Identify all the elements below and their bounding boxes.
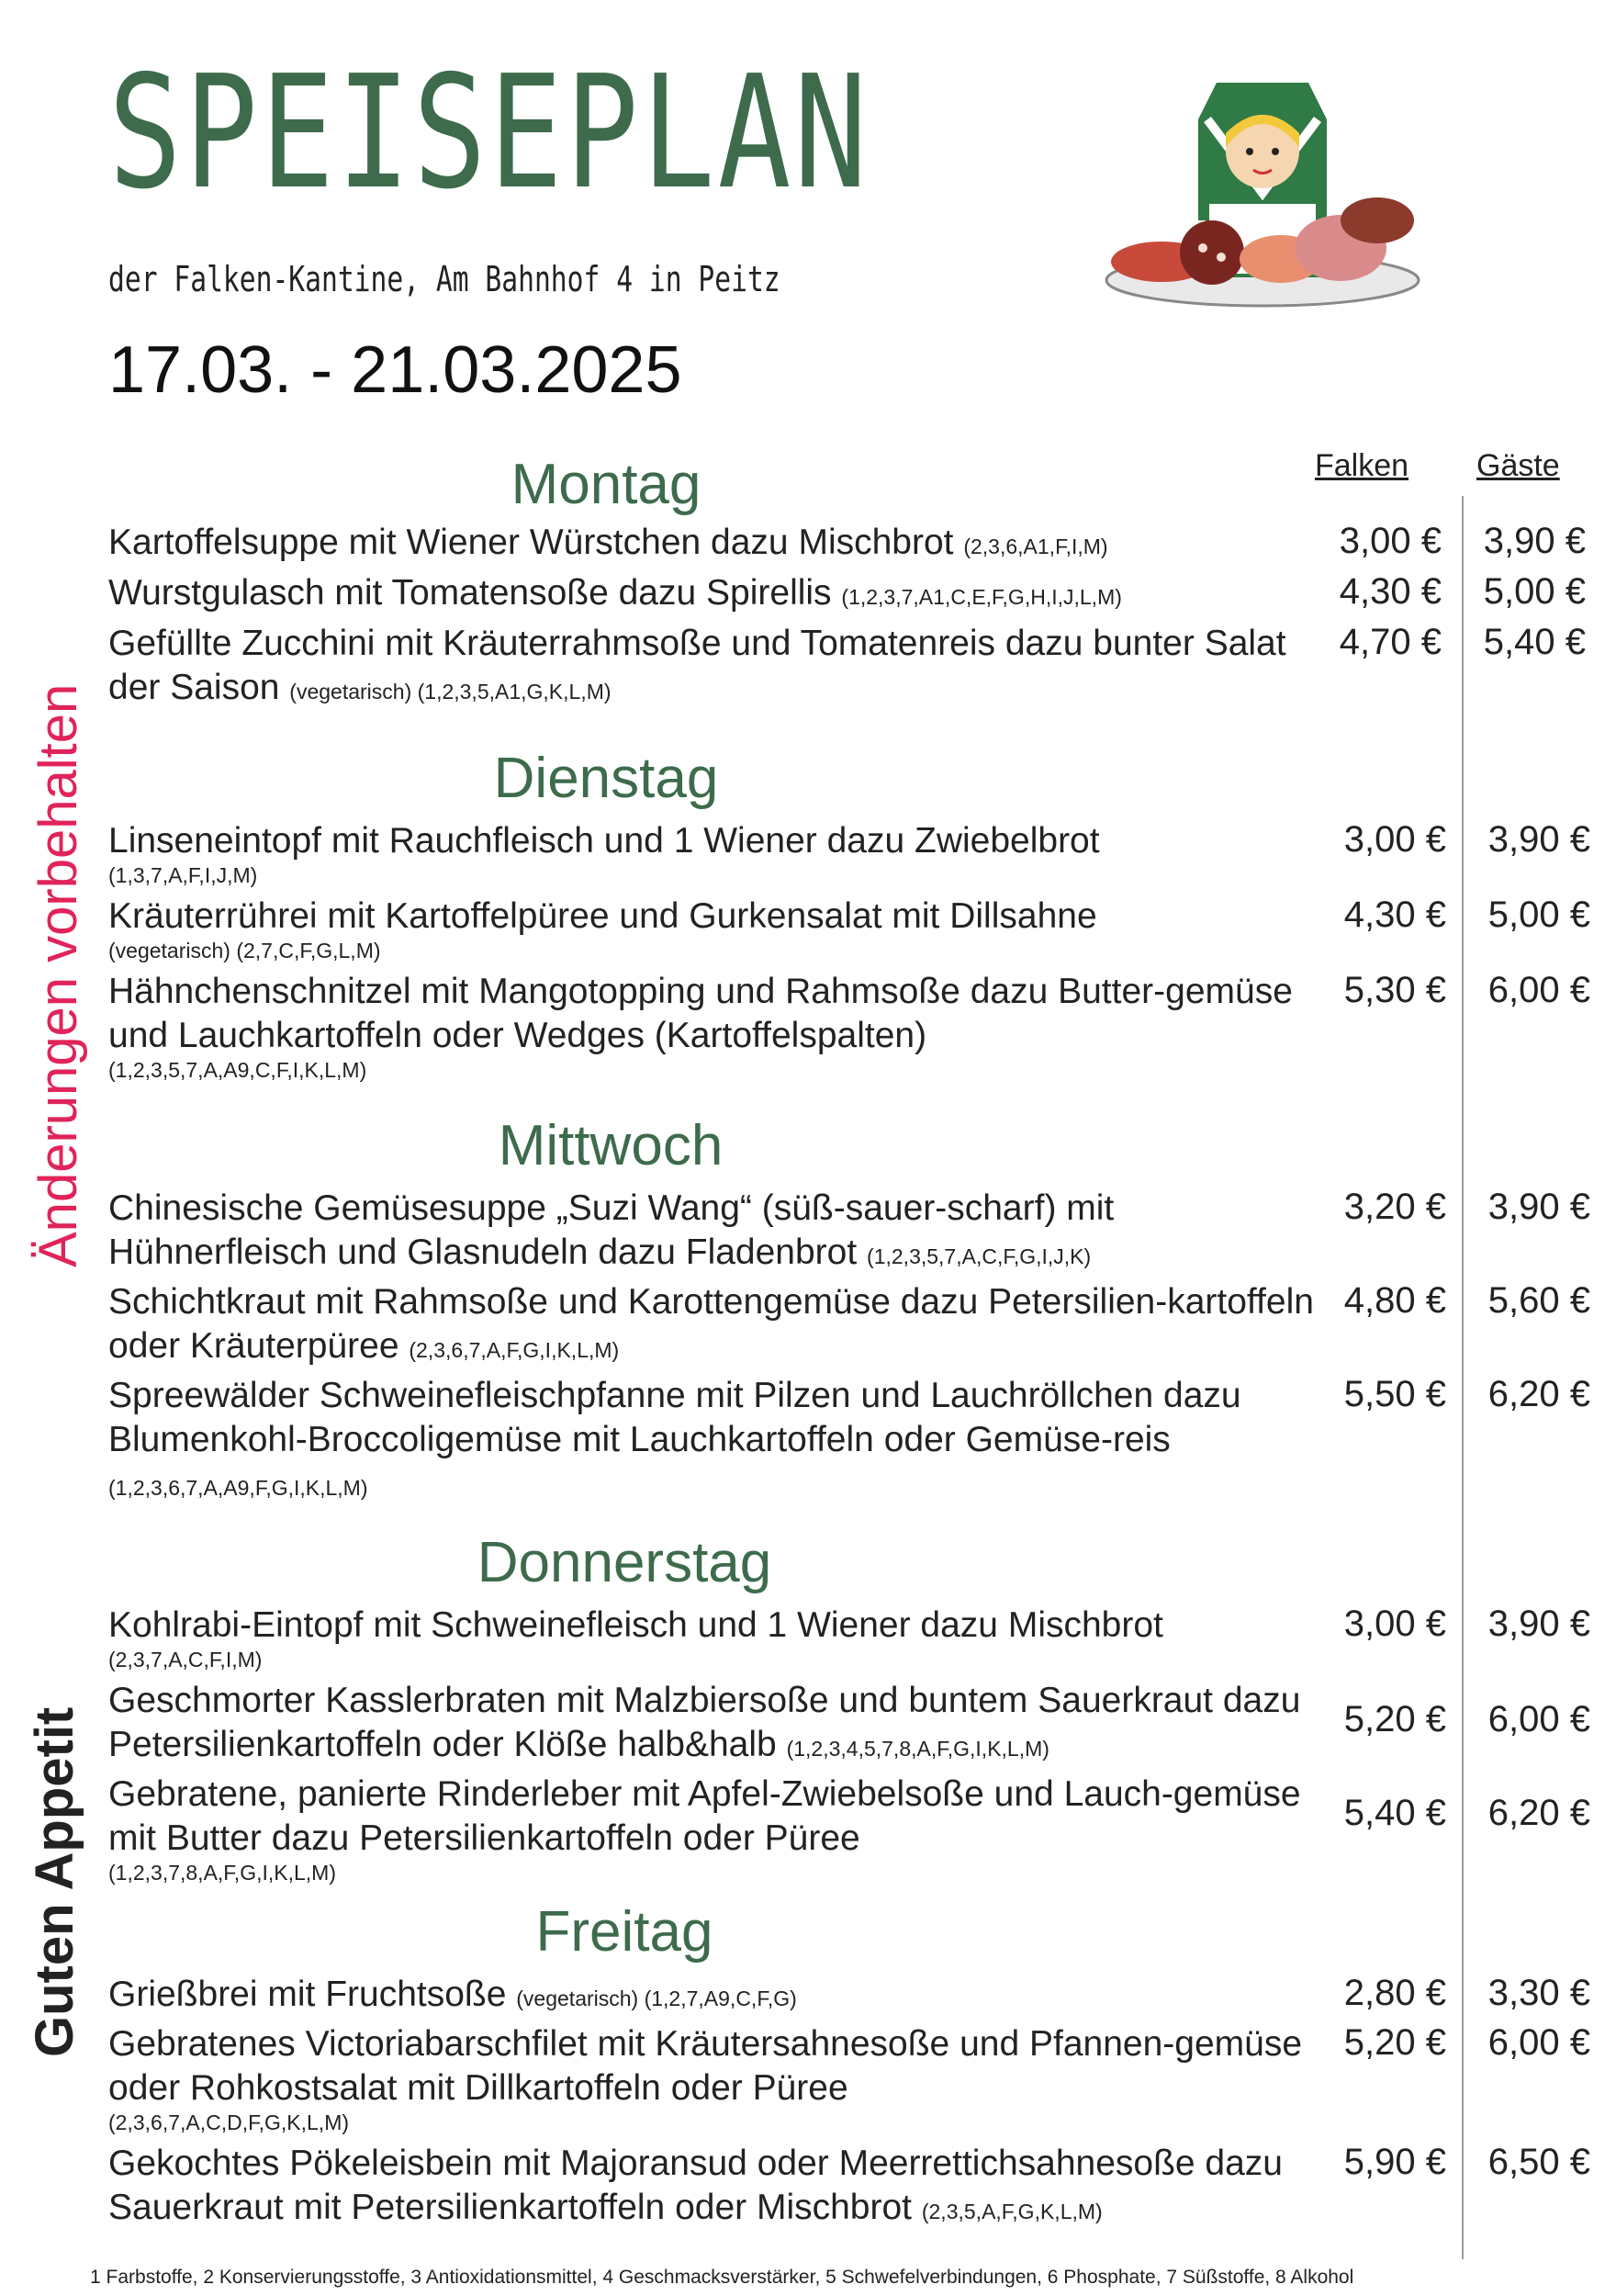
price-gaeste: 3,90 € <box>1487 1604 1590 1644</box>
day-heading-thursday: Donnerstag <box>477 1531 772 1594</box>
price-gaeste: 6,20 € <box>1487 1374 1590 1414</box>
dish-item <box>108 521 1325 568</box>
dish-allergens: (1,3,7,A,F,I,J,M) <box>108 863 258 887</box>
dish-text: Chinesische Gemüsesuppe „Suzi Wang“ (süß-sauer-scharf) mit Hühnerfleisch und Glasnudeln dazu Fladenbrot <box>108 1188 1115 1272</box>
dish-allergens: (2,3,6,A1,F,I,M) <box>963 535 1108 558</box>
dish-text: Linseneintopf mit Rauchfleisch und 1 Wiener dazu Zwiebelbrot <box>108 821 1100 861</box>
dish-allergens: (2,3,7,A,C,F,I,M) <box>108 1648 263 1671</box>
dish-text: Grießbrei mit Fruchtsoße <box>108 1975 507 2014</box>
price-falken: 5,20 € <box>1343 2022 1446 2063</box>
dish-text: Wurstgulasch mit Tomatensoße dazu Spirellis <box>108 573 832 613</box>
mascot-with-sausage-platter-icon <box>1097 83 1428 312</box>
price-gaeste: 3,90 € <box>1483 521 1586 561</box>
price-falken: 5,90 € <box>1343 2142 1446 2182</box>
price-gaeste: 6,00 € <box>1487 1699 1590 1739</box>
dish-item <box>108 895 1325 962</box>
date-range: 17.03. - 21.03.2025 <box>108 333 682 407</box>
price-gaeste: 6,20 € <box>1487 1793 1590 1833</box>
dish-allergens: (vegetarisch) (2,7,C,F,G,L,M) <box>108 939 381 962</box>
dish-text: Spreewälder Schweinefleischpfanne mit Pilzen und Lauchröllchen dazu Blumenkohl-Broccoligemüse mit Lauchkartoffeln oder Gemüse-reis <box>108 1376 1241 1459</box>
price-falken: 5,40 € <box>1343 1793 1446 1833</box>
dish-item <box>108 571 1325 619</box>
dish-text: Kohlrabi-Eintopf mit Schweinefleisch und 1 Wiener dazu Mischbrot <box>108 1605 1163 1645</box>
dish-text: Kartoffelsuppe mit Wiener Würstchen dazu Mischbrot <box>108 523 954 562</box>
dish-item <box>108 970 1325 1082</box>
dish-text: Gebratenes Victoriabarschfilet mit Kräutersahnesoße und Pfannen-gemüse oder Rohkostsalat mit Dillkartoffeln oder Püree <box>108 2024 1303 2108</box>
price-falken: 4,30 € <box>1343 895 1446 935</box>
dish-allergens: (vegetarisch) (1,2,7,A9,C,F,G) <box>516 1986 797 2010</box>
price-falken: 5,50 € <box>1343 1374 1446 1414</box>
dish-allergens: (1,2,3,5,7,A,C,F,G,I,J,K) <box>867 1244 1092 1268</box>
column-header-falken: Falken <box>1315 448 1409 483</box>
price-falken: 3,00 € <box>1339 521 1442 561</box>
dish-allergens: (2,3,6,7,A,F,G,I,K,L,M) <box>409 1338 620 1362</box>
price-gaeste: 5,00 € <box>1483 571 1586 612</box>
dish-item <box>108 1604 1325 1671</box>
dish-item <box>108 1973 1325 2020</box>
dish-item <box>108 622 1320 714</box>
price-gaeste: 5,60 € <box>1487 1280 1590 1321</box>
dish-text: Gefüllte Zucchini mit Kräuterrahmsoße und Tomatenreis dazu bunter Salat der Saison <box>108 624 1286 707</box>
dish-text: Gekochtes Pökeleisbein mit Majoransud oder Meerrettichsahnesoße dazu Sauerkraut mit Petersilienkartoffeln oder Mischbrot <box>108 2144 1284 2227</box>
dish-text: Gebratene, panierte Rinderleber mit Apfel-Zwiebelsoße und Lauch-gemüse mit Butter dazu Petersilienkartoffeln oder Püree <box>108 1774 1301 1858</box>
page-subtitle: der Falken-Kantine, Am Bahnhof 4 in Peitz <box>108 259 780 299</box>
dish-item <box>108 2022 1325 2134</box>
dish-text: Schichtkraut mit Rahmsoße und Karottengemüse dazu Petersilien-kartoffeln oder Kräuterpüree <box>108 1282 1314 1366</box>
price-falken: 4,30 € <box>1339 571 1442 612</box>
dish-allergens: (1,2,3,4,5,7,8,A,F,G,I,K,L,M) <box>786 1737 1049 1761</box>
day-heading-wednesday: Mittwoch <box>498 1114 724 1177</box>
price-falken: 5,30 € <box>1343 970 1446 1010</box>
price-gaeste: 3,30 € <box>1487 1973 1590 2013</box>
dish-item <box>108 1280 1325 1372</box>
dish-item <box>108 1679 1339 1771</box>
dish-allergens: (1,2,3,7,8,A,F,G,I,K,L,M) <box>108 1861 336 1885</box>
dish-text: Geschmorter Kasslerbraten mit Malzbiersoße und buntem Sauerkraut dazu Petersilienkartoffeln oder Klöße halb&halb <box>108 1681 1301 1764</box>
price-falken: 3,00 € <box>1343 1604 1446 1644</box>
dish-allergens: (vegetarisch) (1,2,3,5,A1,G,K,L,M) <box>289 680 612 703</box>
price-gaeste: 3,90 € <box>1487 819 1590 860</box>
price-falken: 4,70 € <box>1339 622 1442 662</box>
dish-allergens: (1,2,3,5,7,A,A9,C,F,I,K,L,M) <box>108 1058 367 1082</box>
price-gaeste: 3,90 € <box>1487 1187 1590 1227</box>
dish-item <box>108 819 1325 887</box>
price-gaeste: 5,40 € <box>1483 622 1586 662</box>
day-heading-monday: Montag <box>511 453 701 516</box>
dish-item <box>108 1374 1325 1510</box>
dish-allergens: (2,3,5,A,F,G,K,L,M) <box>921 2200 1103 2223</box>
side-note-greeting: Guten Appetit <box>25 1706 84 2057</box>
dish-allergens: (2,3,6,7,A,C,D,F,G,K,L,M) <box>108 2110 350 2134</box>
dish-allergens: (1,2,3,7,A1,C,E,F,G,H,I,J,L,M) <box>841 585 1122 609</box>
column-header-gaeste: Gäste <box>1476 448 1560 483</box>
dish-item <box>108 2142 1325 2234</box>
price-gaeste: 5,00 € <box>1487 895 1590 935</box>
page-title: SPEISEPLAN <box>108 42 870 224</box>
allergen-legend: 1 Farbstoffe, 2 Konservierungsstoffe, 3 Antioxidationsmittel, 4 Geschmacksverstärker, 5 Schwefelverbindungen, 6 Phosphate, 7 Süßstoffe, 8 Alkohol <box>90 2267 1354 2288</box>
dish-item <box>108 1773 1325 1885</box>
price-falken: 3,00 € <box>1343 819 1446 860</box>
price-falken: 3,20 € <box>1343 1187 1446 1227</box>
dish-allergens: (1,2,3,6,7,A,A9,F,G,I,K,L,M) <box>108 1476 368 1500</box>
price-gaeste: 6,00 € <box>1487 2022 1590 2063</box>
side-note-changes: Änderungen vorbehalten <box>28 683 88 1267</box>
dish-text: Kräuterrührei mit Kartoffelpüree und Gurkensalat mit Dillsahne <box>108 896 1097 936</box>
price-gaeste: 6,50 € <box>1487 2142 1590 2182</box>
dish-text: Hähnchenschnitzel mit Mangotopping und Rahmsoße dazu Butter-gemüse und Lauchkartoffeln oder Wedges (Kartoffelspalten) <box>108 972 1293 1055</box>
price-falken: 4,80 € <box>1343 1280 1446 1321</box>
price-falken: 2,80 € <box>1343 1973 1446 2013</box>
price-gaeste: 6,00 € <box>1487 970 1590 1010</box>
day-heading-friday: Freitag <box>535 1900 713 1964</box>
day-heading-tuesday: Dienstag <box>493 747 719 810</box>
price-falken: 5,20 € <box>1343 1699 1446 1739</box>
dish-item <box>108 1187 1325 1278</box>
